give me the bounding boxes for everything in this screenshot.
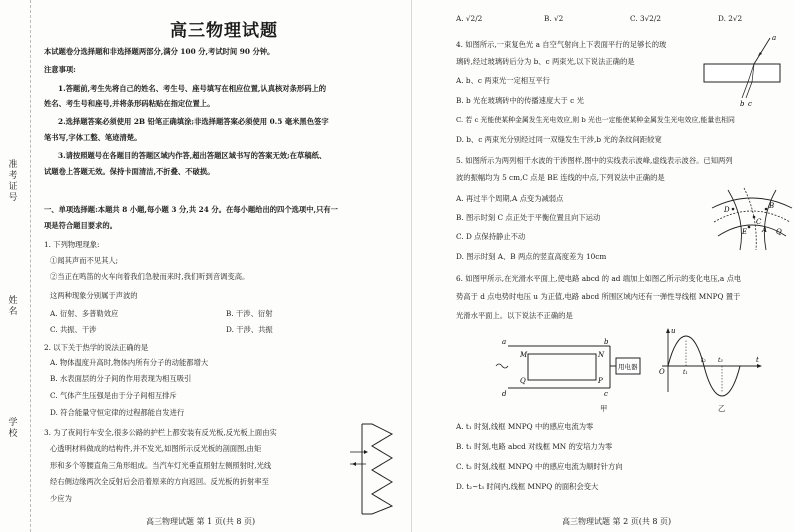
circuit-figure	[492, 338, 642, 404]
page-1: 准考证号 姓名 学校 高三物理试题 本试题卷分选择题和非选择题两部分,满分 100 分,考试时间 90 分钟。 注意事项: 1.答题前,考生先将自己的姓名、考生号、座号填写在相应位置,认真核对条形码上的 姓名、考生号和座号,并将条形码粘贴在指定位置上。 2.选择题答案必须使用 2B 铅笔正确填涂;非选择题答案必须使用 0.5 毫米黑色签字 笔书写,字体工整、笔迹清楚。 3.请按照题号在各题目的答题区域内作答,超出答题区域书写的答案无效;在草稿纸、 试题卷上答题无效。保持卡面清洁,不折叠、不破损。 一、单项选择题:本题共 8 小题,每小题 3 分,共 24 分。在每小题给出的四个选项中,只有一 项是符合题目要求的。 1. 下列物理现象: ①闻其声而不见其人; ②当正在鸣笛的火车向着我们急驶而来时,我们听到音调变高。 这两种现象分别属于声波的 A. 衍射、多普勒效应 B. 干涉、衍射 C. 共振、干涉 D. 干涉、共振 2. 以下关于热学的说法正确的是 A. 物体温度升高时,物体内所有分子的动能都增大 B. 水表面层的分子间的作用表现为相互吸引 C. 气体产生压强是由于分子间相互排斥 D. 符合能量守恒定律的过程都能自发进行 3. 为了夜间行车安全,很多公路的护栏上都安装有反光板,反光板上面由实 心透明材料做成的结构件,并不发光,如图所示反光板的剖面图,由矩 形和多个等腰直角三角形组成。当汽车灯光垂直照射左侧照射时,光线 经右侧边缘两次全反射后会沿着原来的方向返回。反光板的折射率至 少应为 高三物理试题 第 1 页(共 8 页)	[0, 0, 412, 532]
label-b: b	[740, 100, 745, 108]
option-b[interactable]: B. √2	[544, 14, 564, 23]
binding-line	[30, 0, 31, 532]
option-c[interactable]: C. D 点保持静止不动	[456, 232, 526, 241]
option-b[interactable]: B. b 光在玻璃砖中的传播速度大于 c 光	[456, 96, 584, 105]
option-d[interactable]: D. 2√2	[718, 14, 743, 23]
footer-page-2: 高三物理试题 第 2 页(共 8 页)	[562, 517, 672, 526]
label-d: d	[502, 390, 507, 398]
label-d: D	[724, 206, 730, 214]
option-d[interactable]: D. 符合能量守恒定律的过程都能自发进行	[50, 408, 185, 417]
page-title: 高三物理试题	[170, 21, 278, 41]
side-label-name: 姓名	[8, 296, 18, 317]
option-c[interactable]: C. 3√2/2	[630, 14, 661, 23]
option-b[interactable]: B. t₁ 时刻,电路 abcd 对线框 MN 的安培力为零	[456, 442, 613, 451]
option-b[interactable]: B. 水表面层的分子间的作用表现为相互吸引	[50, 374, 192, 383]
axis-u: u	[671, 327, 676, 335]
caption-fig-b: 乙	[718, 404, 726, 413]
label-a: a	[502, 338, 507, 346]
label-c: c	[748, 100, 752, 108]
label-c: C	[756, 218, 762, 226]
option-a[interactable]: A. 再过半个周期,A 点变为减弱点	[456, 194, 564, 203]
side-label-exam-number: 准考证号	[8, 160, 18, 203]
option-a[interactable]: A. 物体温度升高时,物体内所有分子的动能都增大	[50, 358, 209, 367]
section-heading: 一、单项选择题:本题共 8 小题,每小题 3 分,共 24 分。在每小题给出的四个选项中,只有一	[44, 205, 338, 214]
label-e: E	[742, 228, 748, 236]
axis-origin: O	[659, 368, 665, 376]
label-m: M	[520, 351, 528, 359]
side-label-school: 学校	[8, 418, 18, 439]
label-q: Q	[520, 377, 526, 385]
option-a[interactable]: A. √2/2	[456, 14, 483, 23]
option-d[interactable]: D. 图示时刻 A、B 两点的竖直高度差为 10cm	[456, 252, 607, 261]
option-c[interactable]: C. 气体产生压强是由于分子间相互排斥	[50, 391, 177, 400]
interference-figure	[710, 186, 794, 252]
label-b: b	[604, 338, 609, 346]
tick-t3: t₃	[718, 357, 723, 364]
page-2: A. √2/2 B. √2 C. 3√2/2 D. 2√2 4. 如图所示,一束复色光 a 自空气射向上下表面平行的足够长的玻 璃砖,经过玻璃砖后分为 b、c 两束光,以下说法正确的是 A. b、c 两束光一定相互平行 B. b 光在玻璃砖中的传播速度大于 c 光 C. 若 c 光能使某种金属发生光电效应,则 b 光也一定能使某种金属发生光电效应,能量也相同 D. b、c 两束光分别经过同一双缝发生干涉,b 光的条纹间距较宽 a b c 5. 如图所示为两列相干水波的干涉图样,图中的实线表示波峰,虚线表示波谷。已知两列 波的振幅均为 5 cm,C 点是 BE 连线的中点,下列说法中正确的是 A. 再过半个周期,A 点变为减弱点 B. 图示时刻 C 点正处于平衡位置且向下运动 C. D 点保持静止不动 D. 图示时刻 A、B 两点的竖直高度差为 10cm D B C E A Q 6. 如图甲所示,在光滑水平面上,使电路 abcd 的 ad 端加上如图乙所示的变化电压,a 点电 势高于 d 点电势时电压 u 为正值,电路 abcd 所围区域内还有一弹性导线框 MNPQ 置于 光滑水平面上。以下说法不正确的是 a d b c M N Q P 用电器 u O t t₁ t₂ t₃ 甲 乙 A. t₁ 时刻,线框 MNPQ 中的感应电流为零 B. t₁ 时刻,电路 abcd 对线框 MN 的安培力为零 C. t₂ 时刻,线框 MNPQ 中的感应电流为顺时针方向 D. t₂~t₃ 时间内,线框 MNPQ 的面积会变大 高三物理试题 第 2 页(共 8 页)	[412, 0, 794, 532]
label-c: c	[604, 390, 608, 398]
glass-block-figure	[702, 32, 782, 112]
option-b[interactable]: B. 干涉、衍射	[226, 309, 273, 318]
footer-page-1: 高三物理试题 第 1 页(共 8 页)	[146, 517, 256, 526]
tick-t1: t₁	[683, 369, 688, 376]
option-a[interactable]: A. b、c 两束光一定相互平行	[456, 76, 550, 85]
label-b: B	[769, 202, 775, 210]
label-a: a	[772, 34, 777, 42]
option-b[interactable]: B. 图示时刻 C 点正处于平衡位置且向下运动	[456, 213, 601, 222]
option-d[interactable]: D. b、c 两束光分别经过同一双缝发生干涉,b 光的条纹间距较宽	[456, 135, 662, 144]
voltage-graph	[656, 326, 766, 398]
option-c[interactable]: C. 若 c 光能使某种金属发生光电效应,则 b 光也一定能使某种金属发生光电效应,能量也相同	[456, 116, 735, 124]
option-a[interactable]: A. 衍射、多普勒效应	[50, 309, 119, 318]
tick-t2: t₂	[701, 357, 706, 364]
label-n: N	[598, 351, 605, 359]
option-c[interactable]: C. t₂ 时刻,线框 MNPQ 中的感应电流为顺时针方向	[456, 462, 623, 471]
section-heading-cont: 项是符合题目要求的。	[44, 221, 117, 230]
caption-fig-a: 甲	[600, 404, 608, 413]
option-a[interactable]: A. t₁ 时刻,线框 MNPQ 中的感应电流为零	[456, 422, 594, 431]
option-c[interactable]: C. 共振、干涉	[50, 325, 97, 334]
device-label: 用电器	[618, 363, 638, 371]
option-d[interactable]: D. t₂~t₃ 时间内,线框 MNPQ 的面积会变大	[456, 482, 599, 491]
axis-t: t	[756, 356, 759, 364]
label-p: P	[598, 377, 603, 385]
label-a: A	[762, 226, 768, 234]
reflector-figure	[352, 424, 404, 514]
label-q: Q	[776, 228, 782, 236]
option-d[interactable]: D. 干涉、共振	[226, 325, 273, 334]
